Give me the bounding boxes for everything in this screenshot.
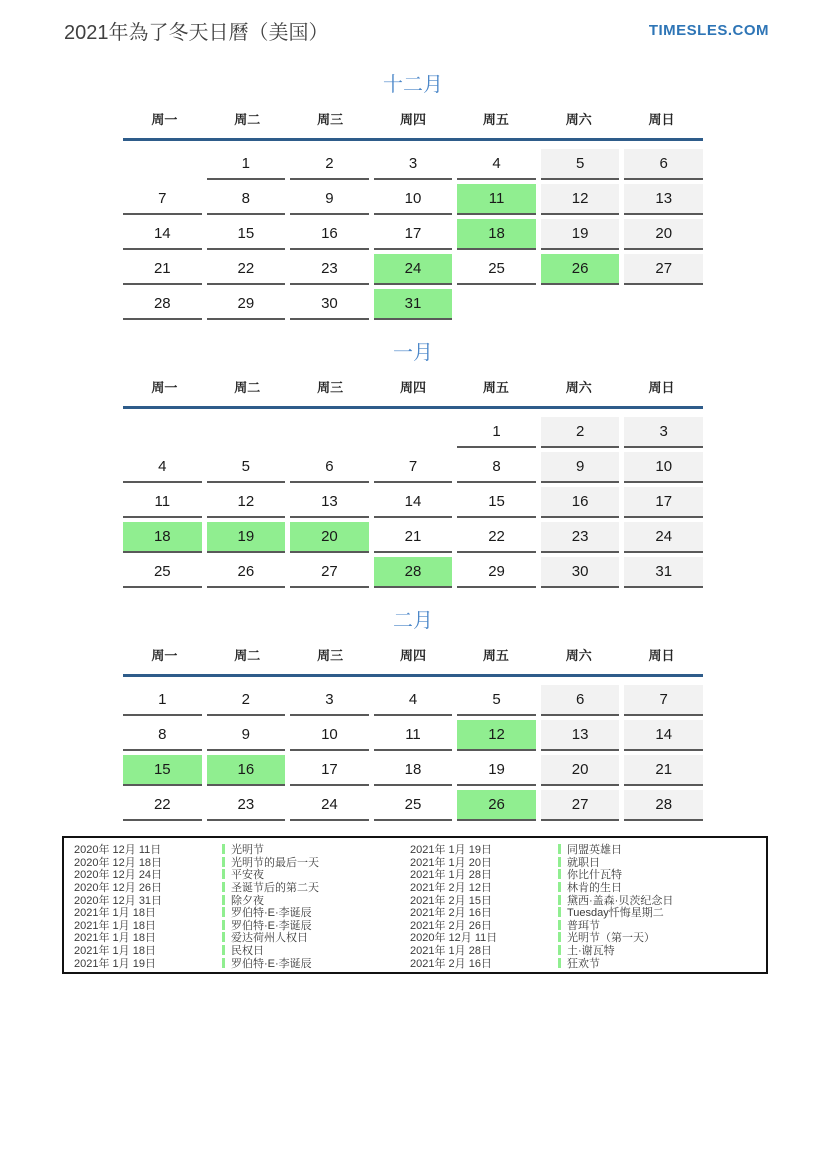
legend-holiday-name: 同盟英雄日 (567, 844, 622, 857)
day-cell: 13 (624, 184, 703, 215)
legend-date: 2021年 1月 19日 (74, 957, 156, 970)
holiday-tick-icon (558, 932, 561, 942)
day-grid-january (123, 417, 703, 588)
weekday-label: 周四 (399, 380, 426, 395)
legend-holiday-name: 就职日 (567, 856, 600, 869)
legend-holiday-name: 光明节（第一天） (567, 932, 655, 945)
legend-holiday-name: 普珥节 (567, 919, 600, 932)
holiday-tick-icon (558, 920, 561, 930)
day-cell: 25 (457, 254, 536, 285)
month-section-january (123, 336, 703, 588)
day-cell: 28 (624, 790, 703, 821)
day-cell: 1 (457, 417, 536, 448)
day-cell: 19 (457, 755, 536, 786)
day-cell: 3 (374, 149, 453, 180)
day-cell: 6 (624, 149, 703, 180)
holiday-tick-icon (558, 857, 561, 867)
day-cell: 13 (541, 720, 620, 751)
day-cell: 22 (123, 790, 202, 821)
day-cell: 3 (290, 685, 369, 716)
day-cell-empty (290, 417, 369, 446)
legend-holiday-name: 圣诞节后的第二天 (231, 882, 319, 895)
day-cell: 31 (624, 557, 703, 588)
day-cell: 21 (374, 522, 453, 553)
holiday-tick-icon (558, 907, 561, 917)
day-cell: 16 (290, 219, 369, 250)
day-cell: 10 (624, 452, 703, 483)
day-cell: 1 (123, 685, 202, 716)
weekday-label: 周四 (399, 648, 426, 663)
day-cell: 25 (123, 557, 202, 588)
holiday-tick-icon (222, 920, 225, 930)
day-cell: 6 (290, 452, 369, 483)
day-cell: 11 (123, 487, 202, 518)
day-cell: 2 (207, 685, 286, 716)
holiday-tick-icon (222, 869, 225, 879)
day-cell: 24 (290, 790, 369, 821)
legend-date: 2021年 1月 18日 (74, 907, 156, 920)
day-cell: 28 (374, 557, 453, 588)
weekday-label: 周二 (234, 112, 261, 127)
legend-date: 2020年 12月 31日 (74, 894, 163, 907)
day-cell: 30 (541, 557, 620, 588)
day-cell: 21 (123, 254, 202, 285)
day-cell: 31 (374, 289, 453, 320)
day-grid-february (123, 685, 703, 821)
day-cell: 28 (123, 289, 202, 320)
legend-date: 2020年 12月 11日 (74, 844, 162, 857)
weekday-header-row (123, 645, 703, 677)
day-cell: 15 (207, 219, 286, 250)
day-cell: 24 (374, 254, 453, 285)
day-cell: 3 (624, 417, 703, 448)
legend-date: 2021年 2月 16日 (410, 957, 492, 970)
day-cell: 16 (207, 755, 286, 786)
weekday-label: 周四 (399, 112, 426, 127)
day-cell-empty (624, 289, 703, 318)
day-cell: 4 (123, 452, 202, 483)
weekday-label: 周六 (565, 380, 592, 395)
day-cell: 15 (457, 487, 536, 518)
weekday-label: 周五 (482, 380, 509, 395)
holiday-tick-icon (222, 895, 225, 905)
day-cell: 19 (207, 522, 286, 553)
legend-date: 2020年 12月 24日 (74, 869, 163, 882)
day-cell-empty (123, 417, 202, 446)
weekday-label: 周五 (482, 648, 509, 663)
month-title-january: 一月 (393, 342, 433, 364)
legend-holiday-name: Tuesday忏悔星期二 (567, 907, 664, 920)
day-cell: 1 (207, 149, 286, 180)
legend-column-left (74, 843, 410, 969)
legend-holiday-name: 光明节 (231, 844, 264, 857)
day-cell: 23 (541, 522, 620, 553)
legend-holiday-name: 黛西·盖森·贝茨纪念日 (567, 894, 674, 907)
day-grid-december (123, 149, 703, 320)
day-cell: 8 (207, 184, 286, 215)
day-cell: 5 (207, 452, 286, 483)
day-cell: 20 (290, 522, 369, 553)
day-cell: 27 (541, 790, 620, 821)
day-cell: 18 (457, 219, 536, 250)
legend-date: 2021年 2月 26日 (410, 919, 492, 932)
weekday-label: 周一 (151, 112, 178, 127)
day-cell: 2 (541, 417, 620, 448)
day-cell: 20 (541, 755, 620, 786)
legend-date: 2021年 1月 28日 (410, 945, 492, 958)
day-cell: 29 (457, 557, 536, 588)
holiday-tick-icon (222, 932, 225, 942)
legend-date: 2021年 1月 19日 (410, 844, 492, 857)
day-cell: 29 (207, 289, 286, 320)
legend-holiday-name: 罗伯特·E·李诞辰 (231, 957, 312, 970)
weekday-label: 周二 (234, 380, 261, 395)
month-title-december: 十二月 (383, 74, 443, 96)
day-cell: 8 (123, 720, 202, 751)
legend-holiday-name: 罗伯特·E·李诞辰 (231, 907, 312, 920)
legend-date: 2021年 1月 18日 (74, 919, 156, 932)
holiday-tick-icon (222, 907, 225, 917)
legend-holiday-name: 林肯的生日 (567, 882, 622, 895)
legend-holiday-name: 爱达荷州人权日 (231, 932, 308, 945)
day-cell: 26 (457, 790, 536, 821)
day-cell: 23 (290, 254, 369, 285)
legend-holiday-name: 狂欢节 (567, 957, 600, 970)
legend-holiday-name: 罗伯特·E·李诞辰 (231, 919, 312, 932)
weekday-label: 周日 (648, 380, 675, 395)
weekday-label: 周日 (648, 648, 675, 663)
legend-holiday-name: 民权日 (231, 945, 264, 958)
day-cell: 19 (541, 219, 620, 250)
day-cell: 14 (123, 219, 202, 250)
legend-entry (74, 956, 410, 969)
day-cell: 9 (290, 184, 369, 215)
legend-holiday-name: 平安夜 (231, 869, 264, 882)
legend-date: 2021年 1月 28日 (410, 869, 492, 882)
legend-date: 2021年 1月 18日 (74, 932, 156, 945)
legend-entry (410, 956, 762, 969)
weekday-label: 周六 (565, 648, 592, 663)
day-cell: 8 (457, 452, 536, 483)
day-cell: 27 (624, 254, 703, 285)
holiday-tick-icon (558, 844, 561, 854)
holiday-tick-icon (222, 882, 225, 892)
legend-date: 2021年 1月 18日 (74, 945, 156, 958)
holiday-tick-icon (222, 857, 225, 867)
day-cell: 12 (541, 184, 620, 215)
day-cell: 17 (290, 755, 369, 786)
day-cell: 13 (290, 487, 369, 518)
legend-holiday-name: 光明节的最后一天 (231, 856, 319, 869)
day-cell: 5 (541, 149, 620, 180)
holiday-legend-box (62, 836, 768, 974)
legend-date: 2021年 1月 20日 (410, 856, 492, 869)
day-cell: 18 (123, 522, 202, 553)
weekday-label: 周三 (317, 380, 344, 395)
day-cell: 27 (290, 557, 369, 588)
day-cell: 7 (123, 184, 202, 215)
day-cell: 18 (374, 755, 453, 786)
weekday-label: 周三 (317, 648, 344, 663)
day-cell: 9 (541, 452, 620, 483)
day-cell: 17 (624, 487, 703, 518)
legend-date: 2020年 12月 18日 (74, 856, 163, 869)
day-cell: 4 (457, 149, 536, 180)
day-cell: 21 (624, 755, 703, 786)
legend-date: 2021年 2月 12日 (410, 882, 492, 895)
weekday-label: 周二 (234, 648, 261, 663)
day-cell: 22 (457, 522, 536, 553)
day-cell-empty (207, 417, 286, 446)
day-cell: 14 (374, 487, 453, 518)
day-cell: 2 (290, 149, 369, 180)
holiday-tick-icon (222, 945, 225, 955)
day-cell-empty (541, 289, 620, 318)
day-cell: 20 (624, 219, 703, 250)
legend-holiday-name: 土·谢瓦特 (567, 945, 615, 958)
day-cell: 26 (207, 557, 286, 588)
weekday-label: 周五 (482, 112, 509, 127)
weekday-label: 周三 (317, 112, 344, 127)
day-cell-empty (123, 149, 202, 178)
day-cell: 10 (290, 720, 369, 751)
day-cell: 10 (374, 184, 453, 215)
month-section-february (123, 604, 703, 821)
holiday-tick-icon (558, 895, 561, 905)
day-cell: 11 (374, 720, 453, 751)
day-cell: 25 (374, 790, 453, 821)
legend-date: 2021年 2月 15日 (410, 894, 492, 907)
day-cell: 11 (457, 184, 536, 215)
legend-date: 2021年 2月 16日 (410, 907, 492, 920)
day-cell: 22 (207, 254, 286, 285)
day-cell: 7 (374, 452, 453, 483)
legend-date: 2020年 12月 26日 (74, 882, 163, 895)
day-cell: 5 (457, 685, 536, 716)
day-cell: 17 (374, 219, 453, 250)
weekday-label: 周一 (151, 380, 178, 395)
day-cell: 7 (624, 685, 703, 716)
day-cell: 23 (207, 790, 286, 821)
site-logo-link[interactable]: TIMESLES.COM (648, 22, 769, 39)
legend-column-right (410, 843, 762, 969)
weekday-label: 周一 (151, 648, 178, 663)
day-cell: 12 (207, 487, 286, 518)
weekday-label: 周六 (565, 112, 592, 127)
legend-holiday-name: 你比什瓦特 (567, 869, 622, 882)
holiday-tick-icon (558, 945, 561, 955)
day-cell: 9 (207, 720, 286, 751)
day-cell: 4 (374, 685, 453, 716)
holiday-tick-icon (558, 869, 561, 879)
legend-holiday-name: 除夕夜 (231, 894, 264, 907)
day-cell: 26 (541, 254, 620, 285)
weekday-header-row (123, 109, 703, 141)
month-section-december (123, 68, 703, 320)
weekday-label: 周日 (648, 112, 675, 127)
day-cell-empty (457, 289, 536, 318)
day-cell: 24 (624, 522, 703, 553)
day-cell: 15 (123, 755, 202, 786)
day-cell-empty (374, 417, 453, 446)
holiday-tick-icon (558, 958, 561, 968)
legend-date: 2020年 12月 11日 (410, 932, 498, 945)
day-cell: 16 (541, 487, 620, 518)
day-cell: 6 (541, 685, 620, 716)
holiday-tick-icon (558, 882, 561, 892)
day-cell: 12 (457, 720, 536, 751)
day-cell: 14 (624, 720, 703, 751)
holiday-tick-icon (222, 958, 225, 968)
month-title-february: 二月 (393, 610, 433, 632)
weekday-header-row (123, 377, 703, 409)
page-title: 2021年為了冬天日曆（美国） (64, 22, 329, 44)
day-cell: 30 (290, 289, 369, 320)
holiday-tick-icon (222, 844, 225, 854)
